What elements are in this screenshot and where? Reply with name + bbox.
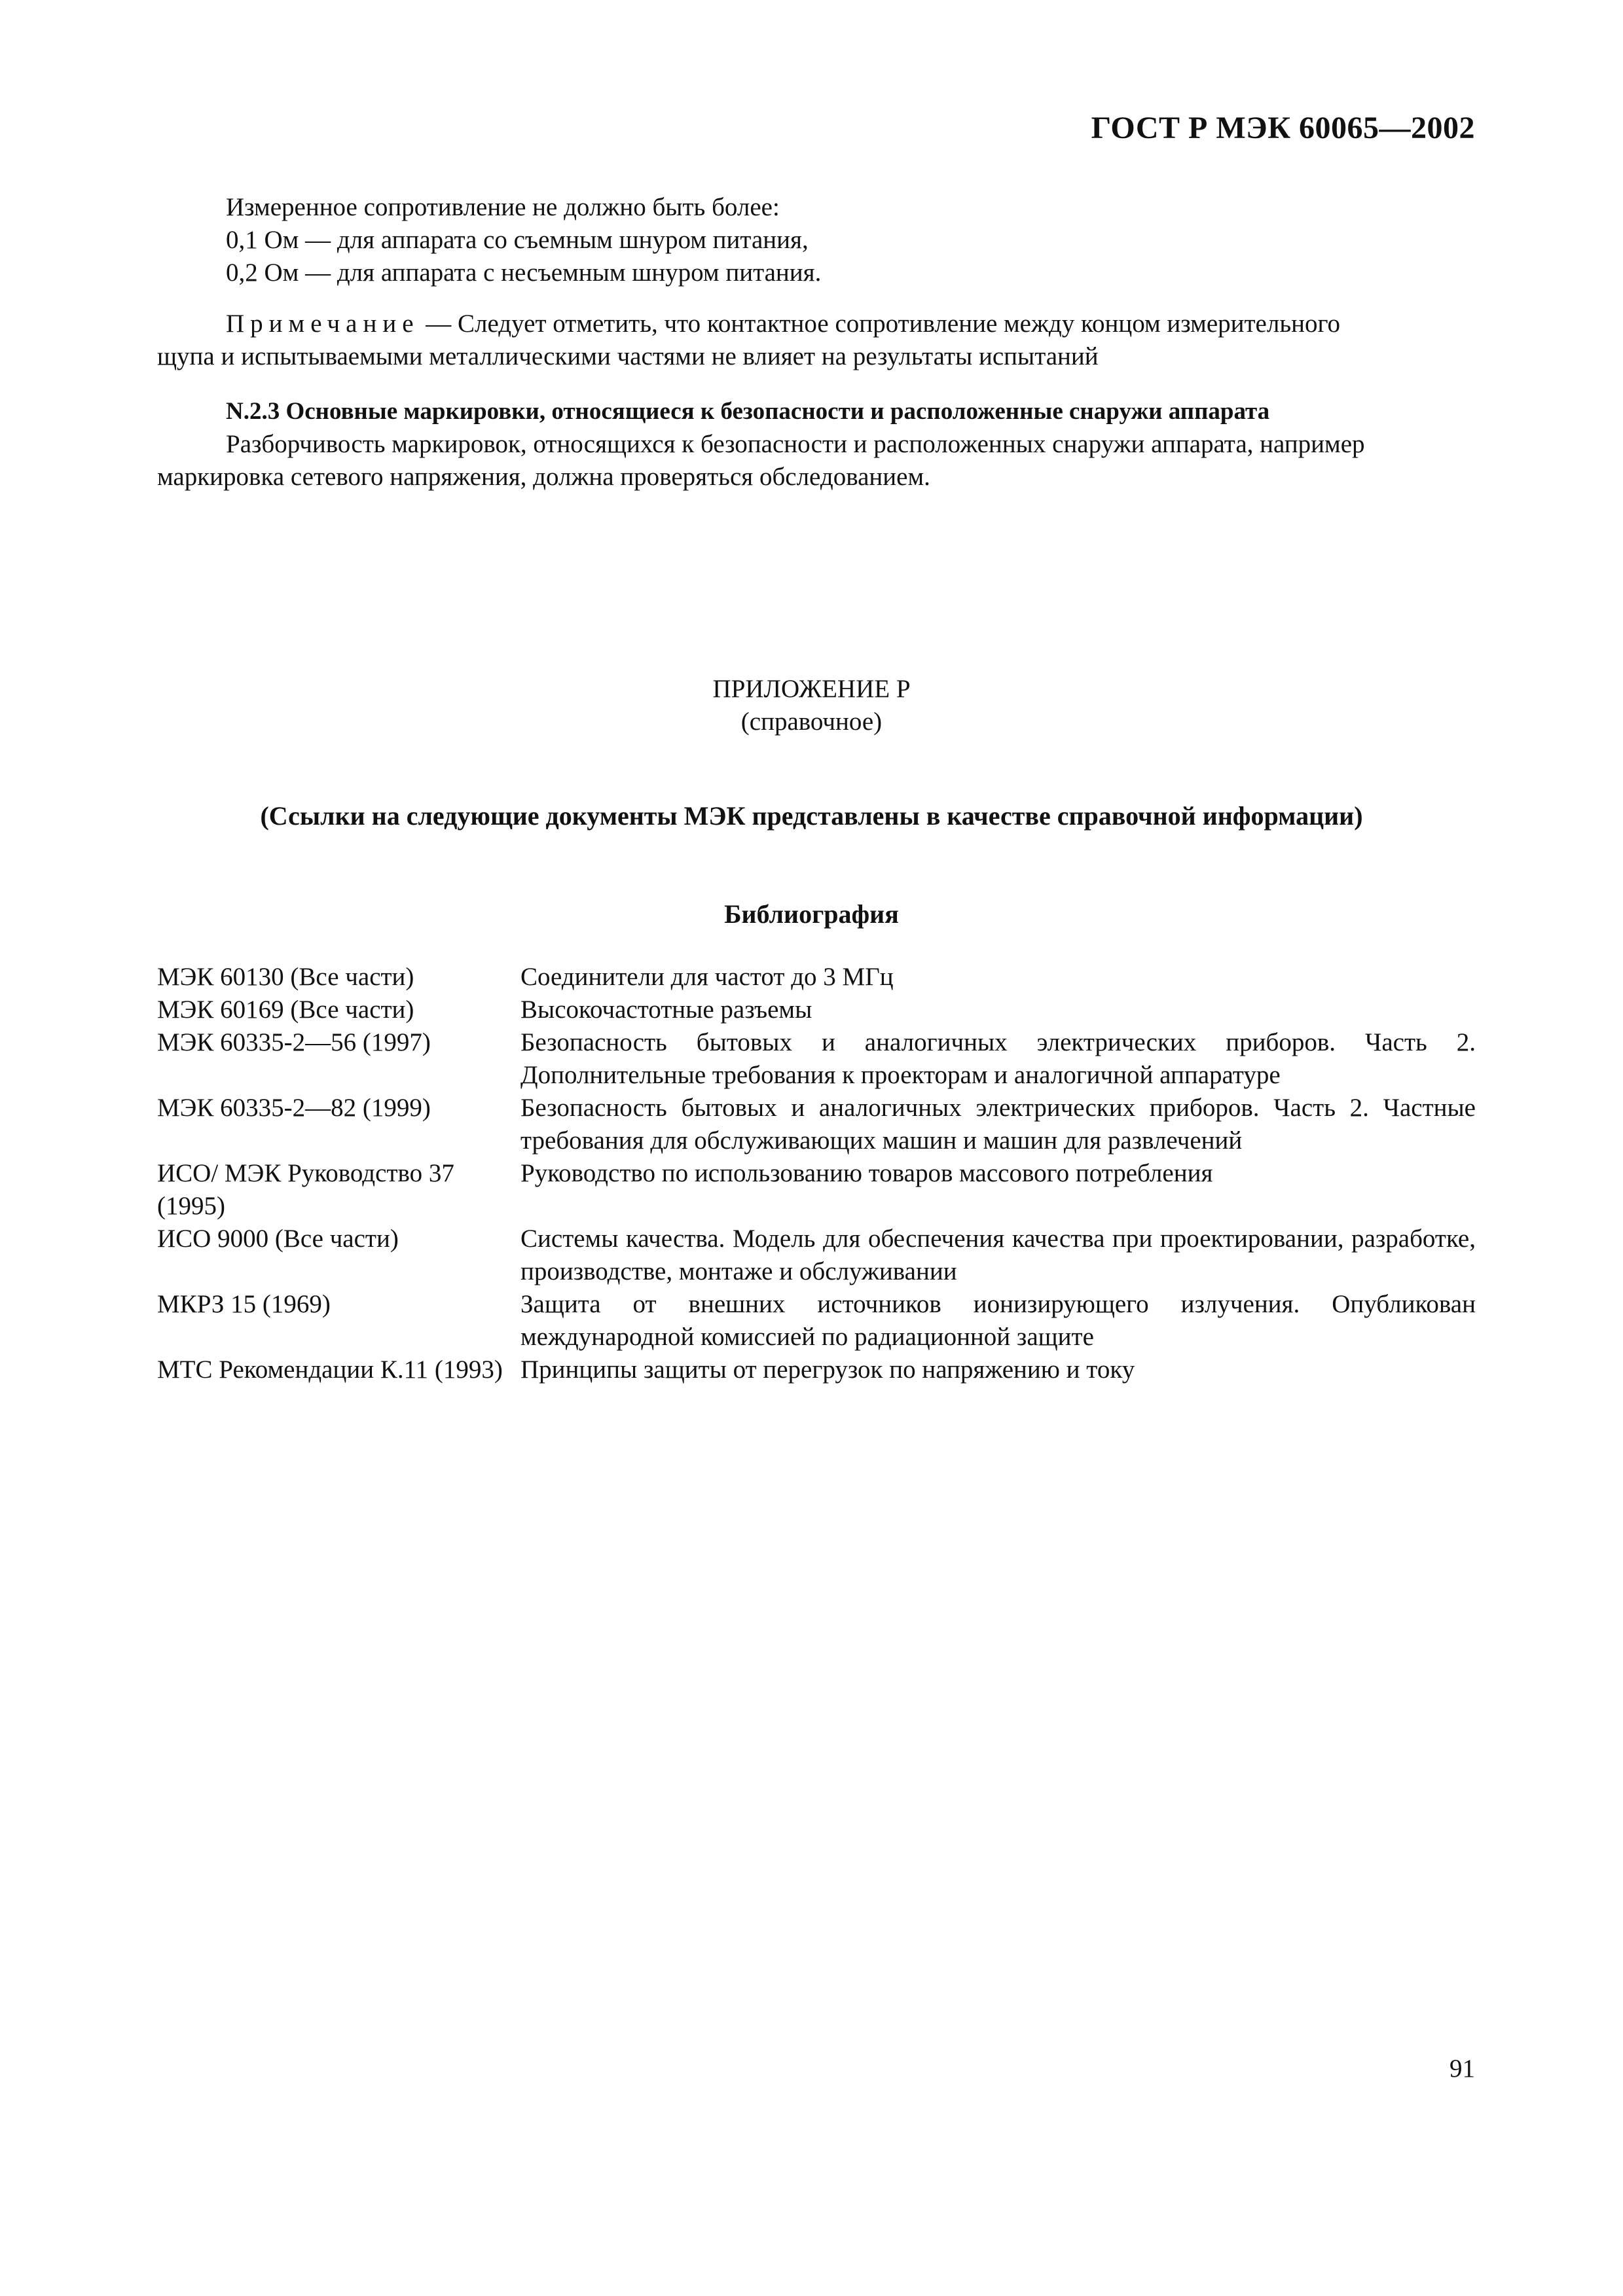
bibliography-code: МЭК 60335-2—56 (1997) [157, 1028, 431, 1056]
bibliography-code: МТС Рекомендации К.11 (1993) [157, 1355, 503, 1384]
note-text-line-1: — Следует отметить, что контактное сопротивление между концом измерительного [419, 310, 1341, 338]
bibliography-title: Безопасность бытовых и аналогичных электрических приборов. Часть 2. Частные требования для обслуживающих машин и машин для развлечений [520, 1094, 1476, 1155]
bibliography-title: Безопасность бытовых и аналогичных электрических приборов. Часть 2. Дополнительные требования к проекторам и аналогичной аппаратуре [520, 1028, 1476, 1089]
bibliography-code: ИСО 9000 (Все части) [157, 1225, 399, 1253]
section-body-line-1: Разборчивость маркировок, относящихся к безопасности и расположенных снаружи аппарата, например [226, 430, 1365, 458]
measurement-block [157, 191, 1476, 289]
section-body-line-2: маркировка сетевого напряжения, должна проверяться обследованием. [157, 463, 930, 491]
bibliography-list [157, 961, 1476, 1386]
bibliography-entry [157, 994, 1476, 1026]
measurement-line-1: Измеренное сопротивление не должно быть более: [226, 193, 780, 221]
bibliography-title: Высокочастотные разъемы [520, 996, 812, 1024]
bibliography-entry [157, 1223, 1476, 1288]
bibliography-code: МЭК 60335-2—82 (1999) [157, 1094, 431, 1122]
appendix-title: ПРИЛОЖЕНИЕ Р [712, 675, 911, 703]
appendix-subtitle: (справочное) [740, 708, 883, 736]
bibliography-code: МЭК 60130 (Все части) [157, 963, 414, 991]
bibliography-code: ИСО/ МЭК Руководство 37 (1995) [157, 1159, 454, 1220]
note-text-line-2: щупа и испытываемыми металлическими частями не влияет на результаты испытаний [157, 342, 1099, 370]
bibliography-entry [157, 1026, 1476, 1092]
section-heading: N.2.3 Основные маркировки, относящиеся к безопасности и расположенные снаружи аппарата [226, 398, 1270, 425]
bibliography-code: МКРЗ 15 (1969) [157, 1290, 331, 1318]
bibliography-entry [157, 1288, 1476, 1354]
bibliography-title: Руководство по использованию товаров массового потребления [520, 1159, 1213, 1187]
bibliography-entry [157, 1092, 1476, 1157]
bibliography-heading: Библиография [724, 899, 899, 929]
bibliography-title: Принципы защиты от перегрузок по напряжению и току [520, 1355, 1135, 1384]
measurement-line-3: 0,2 Ом — для аппарата с несъемным шнуром питания. [226, 259, 822, 287]
measurement-line-2: 0,1 Ом — для аппарата со съемным шнуром питания, [226, 226, 809, 254]
note-block [157, 308, 1476, 373]
page-number: 91 [1450, 2054, 1475, 2083]
bibliography-entry [157, 1157, 1476, 1223]
bibliography-entry [157, 1354, 1476, 1386]
note-label: Примечание [226, 310, 420, 338]
section-n23 [157, 395, 1476, 493]
document-code-header: ГОСТ Р МЭК 60065—2002 [1091, 111, 1475, 145]
bibliography-title: Системы качества. Модель для обеспечения качества при проектировании, разработке, производстве, монтаже и обслуживании [520, 1225, 1476, 1285]
bibliography-code: МЭК 60169 (Все части) [157, 996, 414, 1024]
bibliography-title: Защита от внешних источников ионизирующего излучения. Опубликован международной комиссией по радиационной защите [520, 1290, 1476, 1351]
references-note: (Ссылки на следующие документы МЭК представлены в качестве справочной информации) [260, 801, 1363, 831]
bibliography-title: Соединители для частот до 3 МГц [520, 963, 894, 991]
bibliography-entry [157, 961, 1476, 994]
